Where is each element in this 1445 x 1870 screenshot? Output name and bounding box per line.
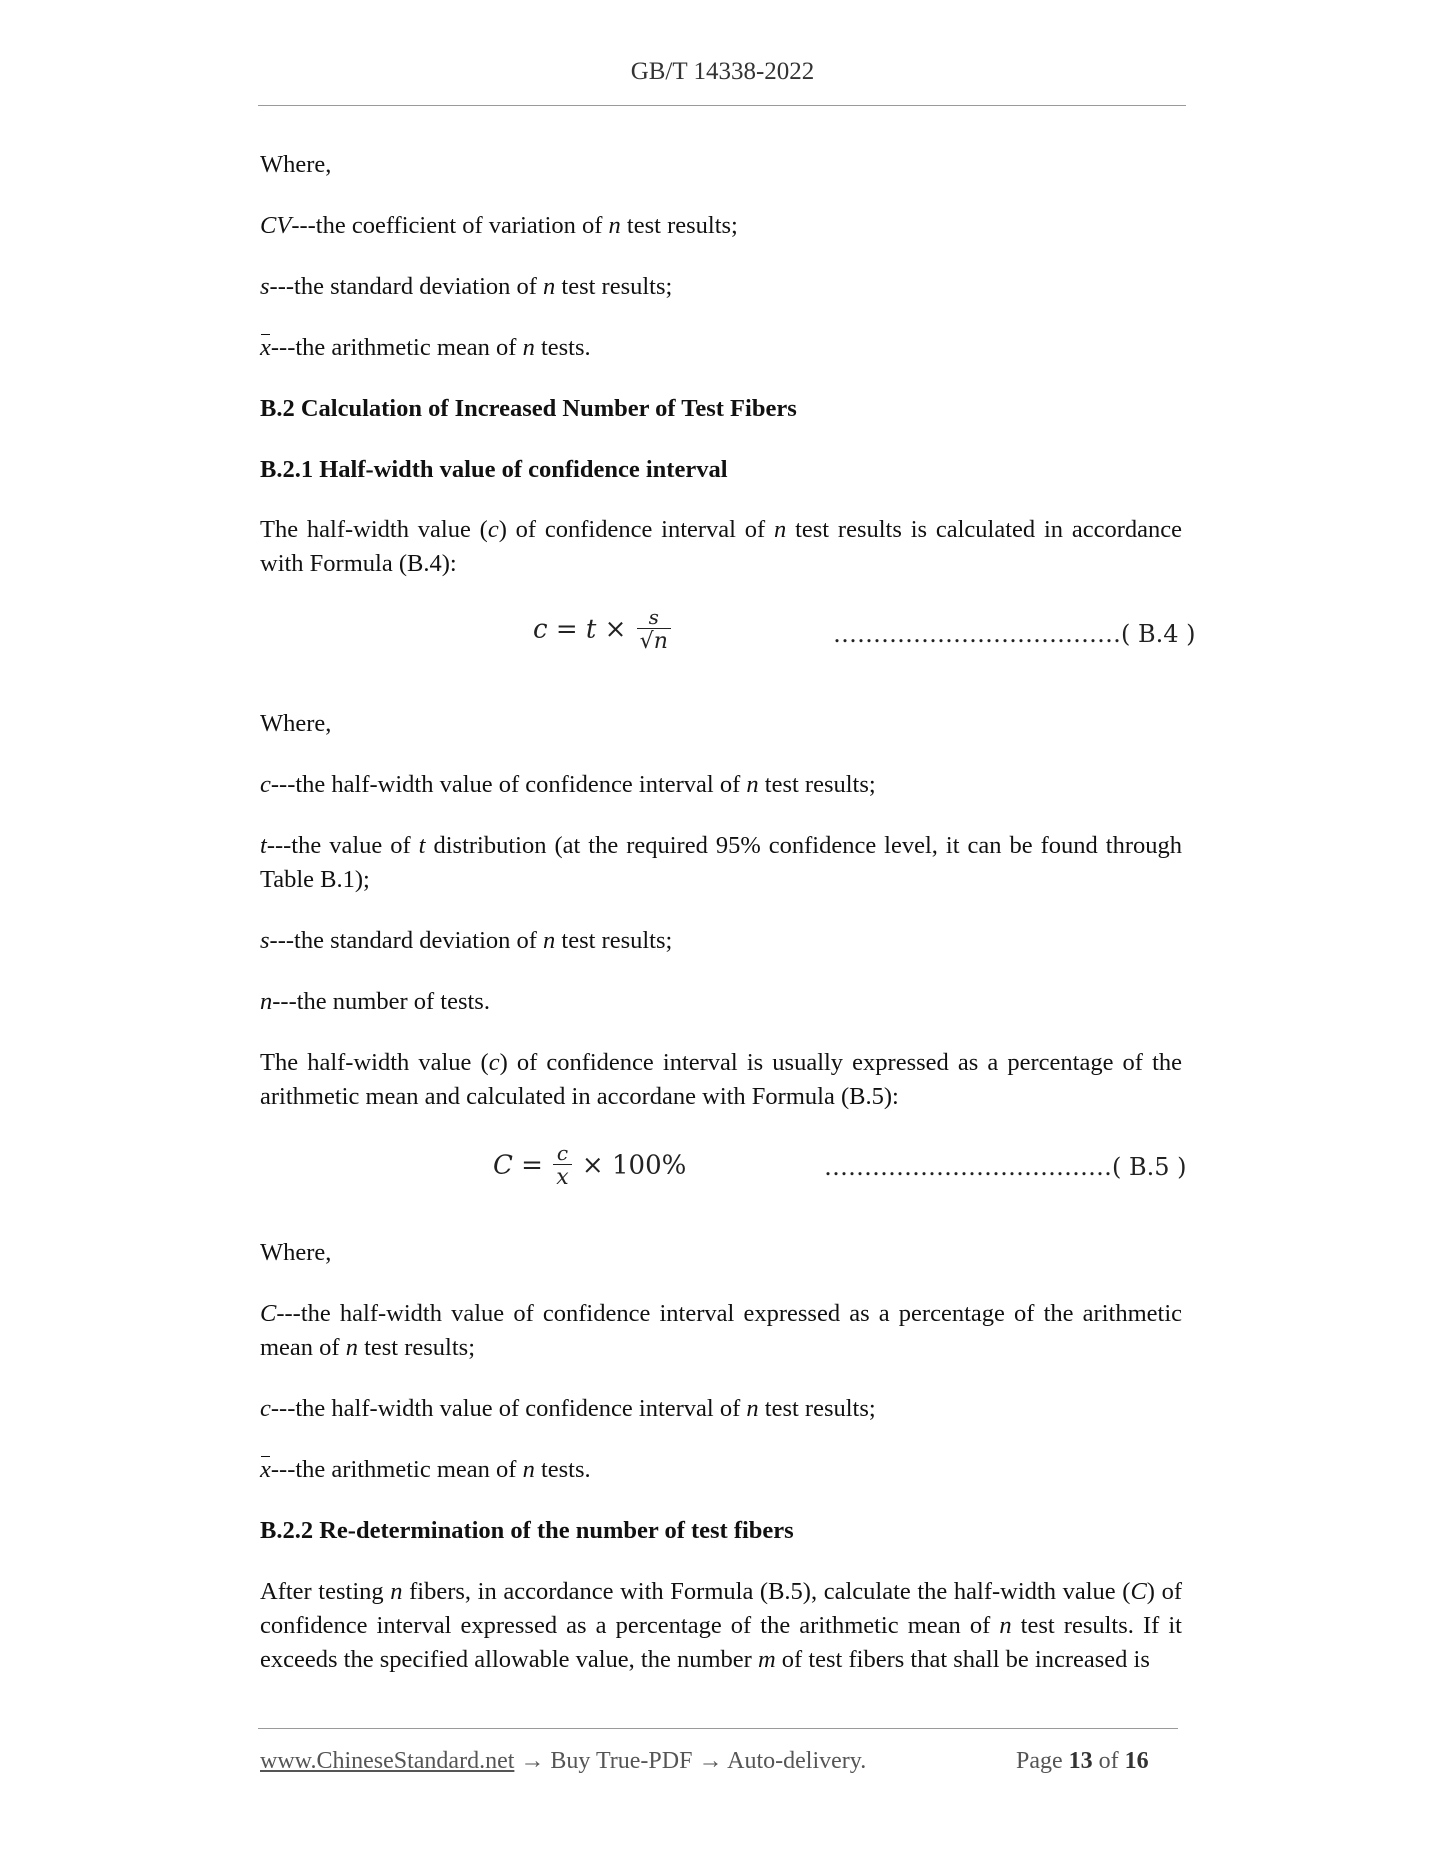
formula-b5	[493, 1142, 686, 1191]
footer-page-indicator	[1016, 1748, 1149, 1775]
var-c: c	[487, 516, 499, 543]
def-symbol: s	[260, 927, 270, 954]
def-var: n	[522, 334, 535, 361]
formula-times: ×	[581, 1150, 604, 1181]
formula-t: t	[585, 614, 597, 645]
def-text: ---the arithmetic mean of	[270, 1456, 523, 1483]
header-doc-id: GB/T 14338-2022	[630, 58, 815, 85]
def-symbol: c	[260, 771, 271, 798]
def-tail: test results;	[555, 927, 673, 954]
def-text: ---the half-width value of confidence interval of	[270, 1395, 747, 1422]
formula-percent: 100%	[611, 1150, 687, 1181]
formula-lhs: c	[533, 614, 548, 645]
arrow-icon: →	[692, 1748, 728, 1774]
formula-fraction	[637, 606, 671, 655]
text-run: ) of confidence interval of	[498, 516, 775, 543]
def-n	[260, 985, 1182, 1019]
text-run: The half-width value (	[260, 516, 488, 543]
def-tail: test results;	[758, 1395, 876, 1422]
def-var: n	[608, 212, 621, 239]
formula-b4	[533, 606, 673, 655]
def-text: ---the standard deviation of	[269, 927, 544, 954]
def-var: t	[418, 832, 426, 859]
def-C	[260, 1297, 1182, 1365]
def-cv	[260, 209, 1182, 243]
formula-eq: =	[521, 1150, 543, 1181]
text-run: ) of confidence interval is usually expressed as a percentage of the arithmetic mean and calculated in accordane with Formula (B.5):	[260, 1049, 1182, 1110]
where-label-2: Where,	[260, 710, 332, 737]
page-total: 16	[1124, 1748, 1149, 1774]
para-b22	[260, 1575, 1182, 1677]
where-label-3: Where,	[260, 1239, 332, 1266]
def-var: n	[522, 1456, 535, 1483]
leader-dots: ………………………………	[824, 1153, 1112, 1181]
formula-b5-leader	[824, 1153, 1187, 1181]
page-word: Page	[1016, 1748, 1063, 1774]
page-number: 13	[1068, 1748, 1093, 1774]
def-t	[260, 829, 1182, 897]
footer-left	[260, 1748, 866, 1775]
text-run: test results. If it exceeds the specified allowable value, the number	[260, 1612, 1182, 1673]
def-text: ---the number of tests.	[272, 988, 490, 1015]
text-run: test results is calculated in accordance with Formula (B.4):	[260, 516, 1182, 577]
text-run: of test fibers that shall be increased is	[775, 1646, 1150, 1673]
def-xbar	[260, 331, 1182, 365]
of-word: of	[1098, 1748, 1119, 1774]
heading-b22: B.2.2 Re-determination of the number of test fibers	[260, 1517, 794, 1544]
footer-site-link[interactable]: www.ChineseStandard.net	[260, 1748, 515, 1774]
def-symbol: CV	[260, 212, 292, 239]
def-text: ---the value of	[266, 832, 419, 859]
var-C: C	[1130, 1578, 1147, 1605]
footer-rule	[258, 1728, 1178, 1729]
var-n: n	[999, 1612, 1012, 1639]
def-var: n	[746, 771, 759, 798]
def-symbol: x	[260, 331, 271, 365]
def-symbol: t	[260, 832, 267, 859]
para-b5-intro	[260, 1046, 1182, 1114]
def-text: ---the arithmetic mean of	[270, 334, 523, 361]
formula-number: ( B.5 )	[1112, 1153, 1187, 1181]
formula-fraction	[553, 1142, 571, 1191]
def-symbol: n	[260, 988, 273, 1015]
def-text: ---the half-width value of confidence interval expressed as a percentage of the arithmetic mean of	[260, 1300, 1182, 1361]
def-var: n	[543, 273, 556, 300]
def-tail: test results;	[555, 273, 673, 300]
leader-dots: ………………………………	[833, 620, 1121, 648]
fraction-numerator: s	[648, 605, 659, 629]
def-tail: tests.	[534, 1456, 591, 1483]
var-n: n	[390, 1578, 403, 1605]
def-tail: test results;	[357, 1334, 476, 1361]
def-xbar-2	[260, 1453, 1182, 1487]
def-c-2	[260, 1392, 1182, 1426]
fraction-denominator: √n	[637, 628, 671, 655]
text-run: The half-width value (	[260, 1049, 489, 1076]
header-rule	[258, 105, 1186, 106]
def-tail: tests.	[534, 334, 591, 361]
var-n: n	[774, 516, 787, 543]
def-symbol: C	[260, 1300, 277, 1327]
def-text: ---the half-width value of confidence interval of	[270, 771, 747, 798]
footer-buy-text: Buy True-PDF	[550, 1748, 693, 1774]
def-var: n	[345, 1334, 358, 1361]
formula-times: ×	[604, 614, 627, 645]
where-label-1: Where,	[260, 151, 332, 178]
arrow-icon: →	[514, 1748, 551, 1774]
formula-b4-leader	[833, 620, 1196, 648]
def-tail: test results;	[758, 771, 876, 798]
def-var: n	[543, 927, 556, 954]
para-b4-intro	[260, 513, 1182, 581]
text-run: ) of confidence interval expressed as a percentage of the arithmetic mean of	[260, 1578, 1182, 1639]
text-run: fibers, in accordance with Formula (B.5), calculate the half-width value (	[402, 1578, 1131, 1605]
formula-lhs: C	[493, 1150, 513, 1181]
fraction-numerator: c	[556, 1141, 569, 1165]
def-symbol: x	[260, 1453, 271, 1487]
formula-number: ( B.4 )	[1121, 620, 1196, 648]
def-var: n	[746, 1395, 759, 1422]
heading-b2: B.2 Calculation of Increased Number of Test Fibers	[260, 395, 797, 422]
def-text: ---the standard deviation of	[269, 273, 544, 300]
def-tail: distribution (at the required 95% confidence level, it can be found through Table B.1);	[260, 832, 1183, 893]
def-c	[260, 768, 1182, 802]
def-text: ---the coefficient of variation of	[291, 212, 609, 239]
heading-b21: B.2.1 Half-width value of confidence interval	[260, 456, 728, 483]
def-tail: test results;	[620, 212, 738, 239]
fraction-denominator: x	[553, 1164, 571, 1191]
def-symbol: c	[260, 1395, 271, 1422]
var-m: m	[757, 1646, 776, 1673]
formula-eq: =	[555, 614, 578, 645]
def-s	[260, 270, 1182, 304]
text-run: After testing	[260, 1578, 391, 1605]
footer-delivery-text: Auto-delivery.	[727, 1748, 867, 1774]
def-s-2	[260, 924, 1182, 958]
def-symbol: s	[260, 273, 270, 300]
var-c: c	[488, 1049, 500, 1076]
